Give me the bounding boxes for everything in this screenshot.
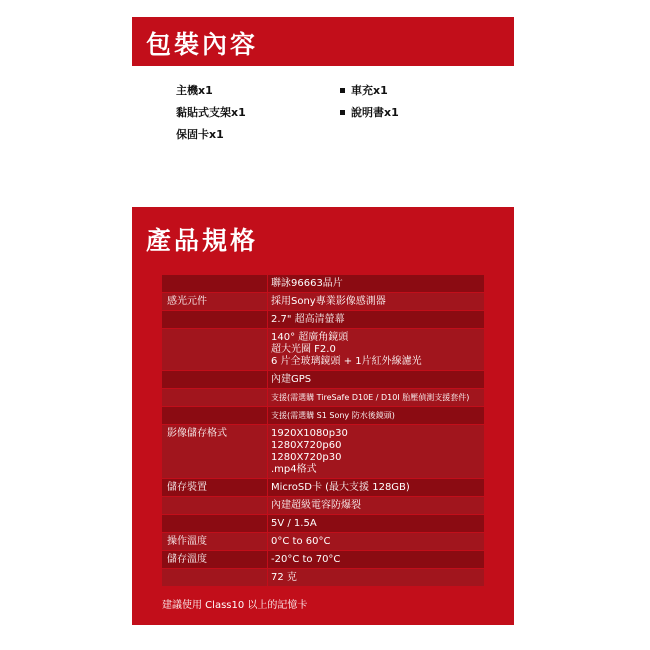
spec-label	[162, 329, 268, 370]
spec-row	[162, 569, 484, 587]
spec-value	[268, 551, 484, 568]
spec-label	[162, 569, 268, 586]
package-item	[340, 102, 399, 124]
spec-row	[162, 479, 484, 497]
spec-row	[162, 407, 484, 425]
spec-value-line: .mp4格式	[271, 464, 317, 475]
spec-value	[268, 329, 484, 370]
spec-value	[268, 293, 484, 310]
spec-value-line: 140° 超廣角鏡頭	[271, 332, 349, 343]
spec-label	[162, 371, 268, 388]
spec-label	[162, 515, 268, 532]
spec-value	[268, 515, 484, 532]
spec-value-line: 72 克	[271, 572, 297, 583]
spec-value	[268, 371, 484, 388]
memory-card-note: 建議使用 Class10 以上的記憶卡	[162, 600, 308, 611]
spec-value-line: 5V / 1.5A	[271, 518, 317, 529]
package-item-label: 車充x1	[351, 84, 388, 97]
spec-row	[162, 497, 484, 515]
spec-value	[268, 479, 484, 496]
spec-value-line: 採用Sony專業影像感測器	[271, 296, 386, 307]
specs-title: 產品規格	[146, 226, 259, 255]
spec-value-line: 0°C to 60°C	[271, 536, 331, 547]
spec-row	[162, 389, 484, 407]
spec-label	[162, 497, 268, 514]
spec-value-line: MicroSD卡 (最大支援 128GB)	[271, 482, 410, 493]
spec-value-line: -20°C to 70°C	[271, 554, 341, 565]
spec-value-line: 1280X720p60	[271, 440, 342, 451]
spec-value-line: 6 片全玻璃鏡頭 + 1片紅外線濾光	[271, 356, 422, 367]
spec-label: 儲存溫度	[162, 551, 268, 568]
spec-value-line: 聯詠96663晶片	[271, 278, 343, 289]
spec-label	[162, 407, 268, 424]
spec-row	[162, 293, 484, 311]
spec-value	[268, 569, 484, 586]
spec-row	[162, 425, 484, 479]
spec-value-line: 支援(需選購 TireSafe D10E / D10I 胎壓偵測支援套件)	[271, 393, 470, 402]
package-item: 黏貼式支架x1	[176, 106, 246, 119]
bullet-icon	[340, 110, 345, 115]
spec-value	[268, 425, 484, 478]
spec-value-line: 超大光圈 F2.0	[271, 344, 336, 355]
spec-value-line: 內建GPS	[271, 374, 312, 385]
spec-value	[268, 311, 484, 328]
spec-value	[268, 389, 484, 406]
spec-row	[162, 275, 484, 293]
spec-label	[162, 275, 268, 292]
package-contents-title: 包裝內容	[146, 30, 259, 59]
spec-row	[162, 533, 484, 551]
spec-label: 影像儲存格式	[162, 425, 268, 478]
spec-value-line: 內建超級電容防爆裂	[271, 500, 361, 511]
spec-label: 感光元件	[162, 293, 268, 310]
specs-table	[162, 275, 484, 587]
package-item-label: 說明書x1	[351, 106, 399, 119]
specs-panel	[132, 207, 514, 625]
spec-value-line: 1920X1080p30	[271, 428, 348, 439]
package-list-left	[176, 80, 246, 146]
spec-row	[162, 371, 484, 389]
spec-label	[162, 311, 268, 328]
spec-row	[162, 515, 484, 533]
spec-row	[162, 551, 484, 569]
spec-label: 操作溫度	[162, 533, 268, 550]
spec-value	[268, 275, 484, 292]
spec-label	[162, 389, 268, 406]
bullet-icon	[340, 88, 345, 93]
package-list-right	[340, 80, 399, 124]
package-contents-banner	[132, 17, 514, 66]
spec-value	[268, 407, 484, 424]
spec-row	[162, 311, 484, 329]
spec-label: 儲存裝置	[162, 479, 268, 496]
spec-value-line: 2.7" 超高清螢幕	[271, 314, 345, 325]
spec-value	[268, 497, 484, 514]
package-item: 主機x1	[176, 84, 213, 97]
package-item: 保固卡x1	[176, 128, 224, 141]
package-item	[340, 80, 399, 102]
spec-value-line: 1280X720p30	[271, 452, 342, 463]
spec-row	[162, 329, 484, 371]
spec-value	[268, 533, 484, 550]
spec-value-line: 支援(需選購 S1 Sony 防水後鏡頭)	[271, 411, 395, 420]
